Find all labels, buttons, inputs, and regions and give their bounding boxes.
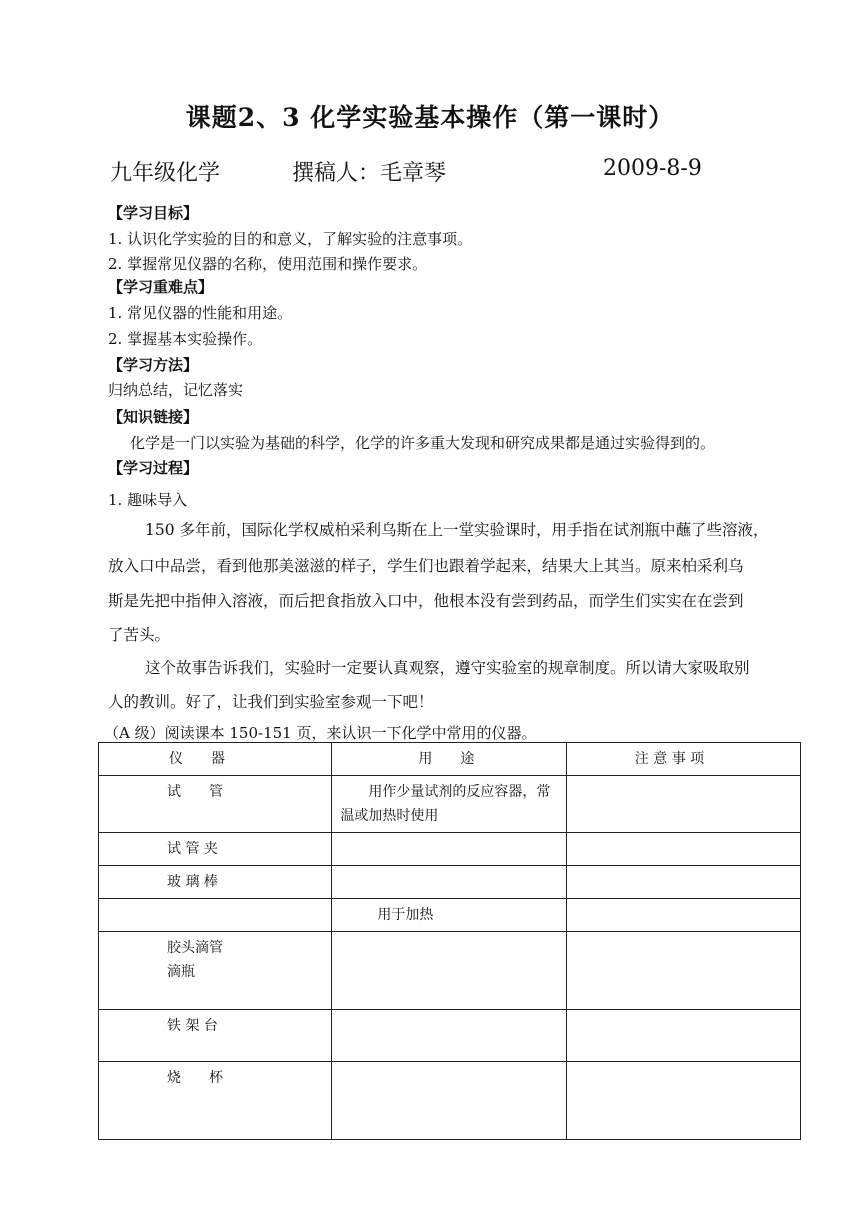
table-header-row	[99, 743, 801, 776]
usage-cell	[332, 932, 566, 1010]
instrument-cell: 烧 杯	[167, 1070, 223, 1086]
goal-item: 1. 认识化学实验的目的和意义，了解实验的注意事项。	[108, 230, 473, 248]
notes-cell	[566, 899, 800, 932]
table-row	[99, 866, 801, 899]
table-row	[99, 899, 801, 932]
goal-item: 2. 掌握常见仪器的名称，使用范围和操作要求。	[108, 255, 428, 273]
method-text: 归纳总结，记忆落实	[108, 381, 244, 399]
key-point-item: 1. 常见仪器的性能和用途。	[108, 304, 293, 322]
lesson-line: 人的教训。好了，让我们到实验室参观一下吧！	[108, 693, 434, 711]
instrument-cell: 试 管 夹	[167, 841, 218, 857]
notes-cell	[566, 833, 800, 866]
subject: 九年级化学	[110, 161, 221, 186]
key-points-heading: 【学习重难点】	[108, 278, 214, 296]
page-title: 课题2、3 化学实验基本操作（第一课时）	[185, 103, 675, 132]
usage-cell	[332, 833, 566, 866]
key-point-item: 2. 掌握基本实验操作。	[108, 330, 263, 348]
table-row	[99, 833, 801, 866]
author: 撰稿人：毛章琴	[292, 161, 447, 186]
notes-cell	[566, 1010, 800, 1062]
reading-instruction: （A 级）阅读课本 150-151 页，来认识一下化学中常用的仪器。	[104, 724, 537, 742]
instrument-cell	[99, 899, 332, 932]
header-usage: 用 途	[418, 751, 475, 767]
notes-cell	[566, 866, 800, 899]
instrument-cell: 玻 璃 棒	[167, 874, 218, 890]
usage-cell-line: 用于加热	[377, 907, 434, 923]
story-line: 斯是先把中指伸入溶液，而后把食指放入口中，他根本没有尝到药品，而学生们实实在在尝到	[108, 592, 744, 610]
notes-cell	[566, 1062, 800, 1140]
story-line: 放入口中品尝，看到他那美滋滋的样子，学生们也跟着学起来，结果大上其当。原来柏采利乌	[108, 557, 744, 575]
link-heading: 【知识链接】	[108, 408, 199, 426]
lesson-line: 这个故事告诉我们，实验时一定要认真观察，遵守实验室的规章制度。所以请大家吸取别	[145, 659, 750, 677]
table-row	[99, 1062, 801, 1140]
process-heading: 【学习过程】	[108, 459, 199, 477]
process-step: 1. 趣味导入	[108, 491, 188, 509]
header-notes: 注 意 事 项	[634, 751, 705, 767]
usage-cell-line: 温或加热时使用	[340, 808, 439, 824]
notes-cell	[566, 776, 800, 833]
date: 2009-8-9	[603, 156, 702, 181]
instrument-cell: 铁 架 台	[167, 1018, 218, 1034]
table-row	[99, 1010, 801, 1062]
instrument-cell: 试 管	[167, 784, 223, 800]
method-heading: 【学习方法】	[108, 356, 199, 374]
story-line: 150 多年前，国际化学权威柏采利乌斯在上一堂实验课时，用手指在试剂瓶中蘸了些溶液，	[145, 521, 769, 539]
table-row	[99, 932, 801, 1010]
goals-heading: 【学习目标】	[108, 204, 199, 222]
usage-cell	[332, 1062, 566, 1140]
usage-cell	[332, 866, 566, 899]
instrument-cell-secondary: 滴瓶	[167, 964, 195, 980]
link-text: 化学是一门以实验为基础的科学，化学的许多重大发现和研究成果都是通过实验得到的。	[130, 434, 716, 452]
story-line: 了苦头。	[108, 626, 171, 644]
usage-cell	[332, 1010, 566, 1062]
instrument-table	[98, 742, 801, 1140]
table-row	[99, 776, 801, 833]
notes-cell	[566, 932, 800, 1010]
instrument-cell: 胶头滴管	[167, 940, 223, 956]
usage-cell-line: 用作少量试剂的反应容器，常	[368, 784, 551, 800]
header-instrument: 仪 器	[169, 751, 225, 767]
